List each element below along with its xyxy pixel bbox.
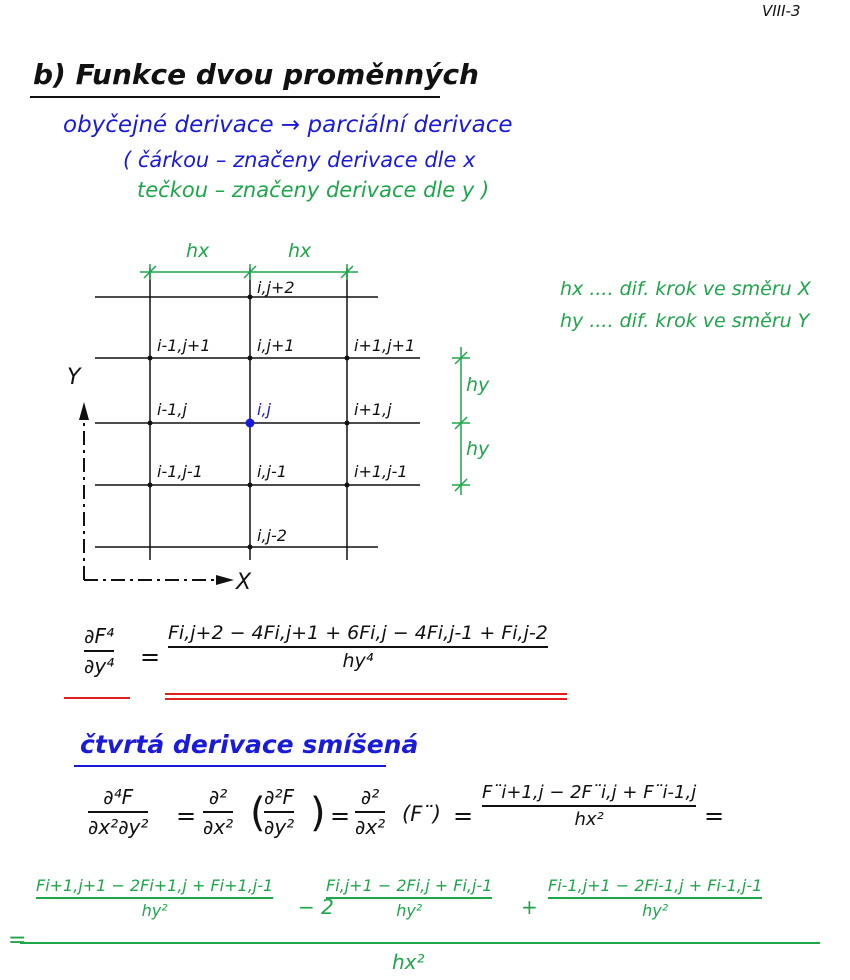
eq2-operator2-denominator: ∂x²	[355, 815, 386, 839]
eq3-term2-numerator: Fi,j+1 − 2Fi,j + Fi,j-1	[326, 876, 493, 895]
legend-hx: hx .... dif. krok ve směru X	[560, 278, 811, 300]
eq3-term1-denominator: hy²	[141, 901, 168, 920]
page-marker: VIII-3	[762, 2, 801, 20]
eq2-equals-a: =	[176, 802, 197, 830]
eq3-term3-fraction	[548, 876, 762, 920]
eq2-paren-open: (	[250, 790, 266, 836]
eq3-term2-denominator: hy²	[396, 901, 423, 920]
eq3-term1-fraction	[36, 876, 273, 920]
node-label-bottom: i,j-2	[257, 526, 287, 545]
eq3-main-fraction-bar	[20, 942, 820, 944]
eq2-operator2-numerator: ∂²	[360, 785, 380, 809]
eq2-f-double-dot: (F¨)	[402, 802, 441, 826]
eq1-lhs-numerator: ∂F⁴	[84, 624, 115, 648]
eq3-term3-numerator: Fi-1,j+1 − 2Fi-1,j + Fi-1,j-1	[548, 876, 763, 895]
node-label-r3-mid: i,j-1	[257, 462, 287, 481]
hx-dimension-line	[140, 264, 358, 280]
section-title-mixed-derivative: čtvrtá derivace smíšená	[80, 730, 419, 759]
eq2-operator-denominator: ∂x²	[203, 815, 234, 839]
eq2-lhs-numerator: ∂⁴F	[103, 785, 134, 809]
node-label-top: i,j+2	[257, 278, 295, 297]
x-axis-arrow-icon	[216, 575, 234, 585]
section-title-underline	[74, 765, 386, 767]
intro-line-2: ( čárkou – značeny derivace dle x	[123, 148, 476, 172]
eq2-inner-numerator: ∂²F	[264, 785, 295, 809]
eq2-lhs-fraction	[88, 785, 148, 839]
intro-line-1: obyčejné derivace → parciální derivace	[63, 112, 513, 138]
intro-line-3: tečkou – značeny derivace dle y )	[137, 178, 490, 202]
hy-dimension-line	[452, 347, 470, 495]
node-label-r3-left: i-1,j-1	[157, 462, 203, 481]
eq2-operator-fraction	[203, 785, 233, 839]
eq3-operator-plus: +	[521, 895, 538, 919]
eq1-rhs-fraction	[168, 622, 548, 672]
eq2-operator2-fraction	[355, 785, 385, 839]
eq2-equals-c: =	[453, 802, 474, 830]
hx-label-left: hx	[186, 240, 210, 262]
node-label-r2-right: i+1,j	[354, 400, 392, 419]
node-label-r1-right: i+1,j+1	[354, 336, 416, 355]
eq2-equals-d: =	[704, 802, 725, 830]
eq1-rhs-red-underline-1	[165, 693, 567, 695]
node-label-r3-right: i+1,j-1	[354, 462, 408, 481]
eq2-equals-b: =	[330, 802, 351, 830]
hy-label-bottom: hy	[466, 438, 490, 460]
eq1-lhs-denominator: ∂y⁴	[84, 654, 115, 678]
legend-hy: hy .... dif. krok ve směru Y	[560, 310, 810, 332]
eq3-operator-minus-two: − 2	[298, 895, 334, 919]
grid-horizontal-lines	[95, 297, 420, 547]
y-axis-arrow-icon	[79, 402, 89, 420]
node-label-r1-mid: i,j+1	[257, 336, 295, 355]
eq3-main-denominator: hx²	[392, 950, 425, 974]
eq2-rhs-numerator: F¨i+1,j − 2F¨i,j + F¨i-1,j	[482, 782, 697, 803]
eq1-rhs-red-underline-2	[165, 698, 567, 700]
node-label-r2-left: i-1,j	[157, 400, 187, 419]
eq2-inner-fraction	[264, 785, 294, 839]
node-label-r1-left: i-1,j+1	[157, 336, 211, 355]
eq3-term3-denominator: hy²	[642, 901, 669, 920]
eq2-inner-denominator: ∂y²	[264, 815, 295, 839]
eq1-lhs-fraction	[84, 624, 114, 678]
eq1-equals: =	[140, 643, 161, 671]
axis-x-label: X	[236, 570, 252, 595]
hy-label-top: hy	[466, 374, 490, 396]
central-node-dot	[246, 419, 255, 428]
eq3-term1-numerator: Fi+1,j+1 − 2Fi+1,j + Fi+1,j-1	[36, 876, 274, 895]
node-label-center: i,j	[257, 400, 271, 419]
eq2-paren-close: )	[310, 790, 326, 836]
eq1-rhs-numerator: Fi,j+2 − 4Fi,j+1 + 6Fi,j − 4Fi,j-1 + Fi,j-2	[168, 622, 548, 644]
eq2-rhs-denominator: hx²	[574, 809, 604, 830]
eq2-rhs-fraction	[482, 782, 696, 830]
section-heading: b) Funkce dvou proměnných	[33, 58, 479, 91]
axis-y-label: Y	[67, 365, 81, 390]
eq2-lhs-denominator: ∂x²∂y²	[88, 815, 149, 839]
eq3-term2-fraction	[326, 876, 492, 920]
hx-label-right: hx	[288, 240, 312, 262]
eq1-rhs-denominator: hy⁴	[342, 650, 374, 672]
coordinate-axes	[84, 418, 225, 580]
eq2-operator-numerator: ∂²	[208, 785, 228, 809]
eq1-lhs-red-underline	[64, 697, 130, 699]
eq3-leading-equals: =	[8, 928, 27, 953]
